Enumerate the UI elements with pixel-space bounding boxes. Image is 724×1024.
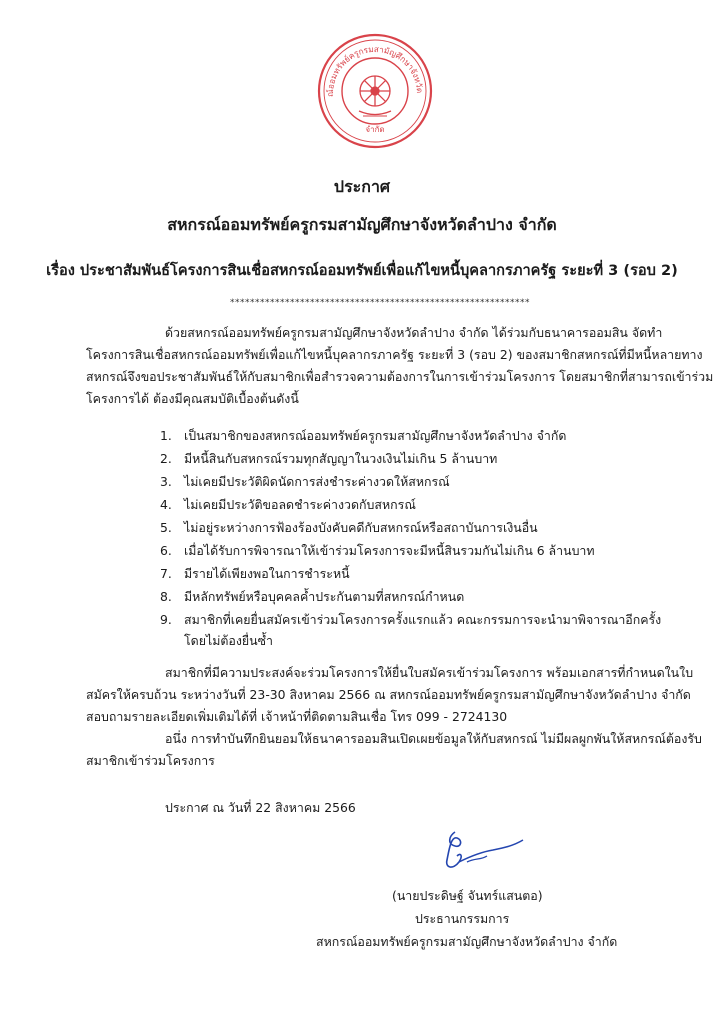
separator-stars: ************************************************************ (230, 298, 530, 308)
item-text: ไม่อยู่ระหว่างการฟ้องร้องบังคับคดีกับสหกรณ์หรือสถาบันการเงินอื่น (184, 520, 538, 535)
item-text: เมื่อได้รับการพิจารณาให้เข้าร่วมโครงการจะมีหนี้สินรวมกันไม่เกิน 6 ล้านบาท (184, 543, 595, 558)
apply-line-3: สอบถามรายละเอียดเพิ่มเติมได้ที่ เจ้าหน้าที่ติดตามสินเชื่อ โทร 099 - 2724130 (86, 709, 508, 724)
svg-text:สหกรณ์ออมทรัพย์ครูกรมสามัญศึกษ: ณ์ออมทรัพย์ครูกรมสามัญศึกษาจังหวัด (324, 43, 426, 97)
svg-text:จำกัด: จำกัด (365, 125, 385, 134)
intro-line-4: โครงการได้ ต้องมีคุณสมบัติเบื้องต้นดังนี้ (86, 391, 299, 406)
item-number: 9. (160, 612, 172, 627)
apply-line-5: สมาชิกเข้าร่วมโครงการ (86, 753, 215, 768)
item-number: 8. (160, 589, 172, 604)
item-text: เป็นสมาชิกของสหกรณ์ออมทรัพย์ครูกรมสามัญศึกษาจังหวัดลำปาง จำกัด (184, 428, 567, 443)
item-number: 4. (160, 497, 172, 512)
item-number: 6. (160, 543, 172, 558)
item-number: 2. (160, 451, 172, 466)
intro-line-3: สหกรณ์จึงขอประชาสัมพันธ์ให้กับสมาชิกเพื่อสำรวจความต้องการในการเข้าร่วมโครงการ โดยสมาชิกที่สามารถเข้าร่วม (86, 369, 714, 384)
item-number: 5. (160, 520, 172, 535)
intro-line-1: ด้วยสหกรณ์ออมทรัพย์ครูกรมสามัญศึกษาจังหวัดลำปาง จำกัด ได้ร่วมกับธนาคารออมสิน จัดทำ (165, 325, 663, 340)
item-number: 7. (160, 566, 172, 581)
announce-heading: ประกาศ (333, 177, 391, 196)
subject-line: เรื่อง ประชาสัมพันธ์โครงการสินเชื่อสหกรณ์ออมทรัพย์เพื่อแก้ไขหนี้บุคลากรภาครัฐ ระยะที่ 3 (รอบ 2) (46, 262, 678, 279)
signatory-name: (นายประดิษฐ์ จันทร์แสนตอ) (392, 888, 543, 903)
seal-graphic (316, 32, 434, 150)
announcement-date: ประกาศ ณ วันที่ 22 สิงหาคม 2566 (165, 800, 356, 815)
apply-line-1: สมาชิกที่มีความประสงค์จะร่วมโครงการให้ยื่นใบสมัครเข้าร่วมโครงการ พร้อมเอกสารที่กำหนดในใบ (165, 665, 694, 680)
handwritten-signature (441, 826, 527, 876)
item-text: ไม่เคยมีประวัติผิดนัดการส่งชำระค่างวดให้สหกรณ์ (184, 474, 450, 489)
signatory-position: ประธานกรรมการ (415, 911, 510, 926)
item-text: มีหลักทรัพย์หรือบุคคลค้ำประกันตามที่สหกรณ์กำหนด (184, 589, 465, 604)
apply-line-2: สมัครให้ครบถ้วน ระหว่างวันที่ 23-30 สิงหาคม 2566 ณ สหกรณ์ออมทรัพย์ครูกรมสามัญศึกษาจังหวัดลำปาง จำกัด (86, 687, 691, 702)
item-text: มีหนี้สินกับสหกรณ์รวมทุกสัญญาในวงเงินไม่เกิน 5 ล้านบาท (184, 451, 498, 466)
apply-line-4: อนึ่ง การทำบันทึกยินยอมให้ธนาคารออมสินเปิดเผยข้อมูลให้กับสหกรณ์ ไม่มีผลผูกพันให้สหกรณ์ต้องรับ (165, 731, 702, 746)
item-number: 3. (160, 474, 172, 489)
cooperative-seal (316, 32, 434, 150)
intro-line-2: โครงการสินเชื่อสหกรณ์ออมทรัพย์เพื่อแก้ไขหนี้บุคลากรภาครัฐ ระยะที่ 3 (รอบ 2) ของสมาชิกสหกรณ์ที่มีหนี้หลายทาง (86, 347, 703, 362)
item-text: ไม่เคยมีประวัติขอลดชำระค่างวดกับสหกรณ์ (184, 497, 416, 512)
item-text: มีรายได้เพียงพอในการชำระหนี้ (184, 566, 350, 581)
organization-title: สหกรณ์ออมทรัพย์ครูกรมสามัญศึกษาจังหวัดลำปาง จำกัด (167, 215, 557, 234)
item-text-continued: โดยไม่ต้องยื่นซ้ำ (184, 633, 273, 648)
signatory-organization: สหกรณ์ออมทรัพย์ครูกรมสามัญศึกษาจังหวัดลำปาง จำกัด (316, 934, 618, 949)
item-text: สมาชิกที่เคยยื่นสมัครเข้าร่วมโครงการครั้งแรกแล้ว คณะกรรมการจะนำมาพิจารณาอีกครั้ง (184, 612, 662, 627)
item-number: 1. (160, 428, 172, 443)
item-text-block (184, 609, 661, 651)
